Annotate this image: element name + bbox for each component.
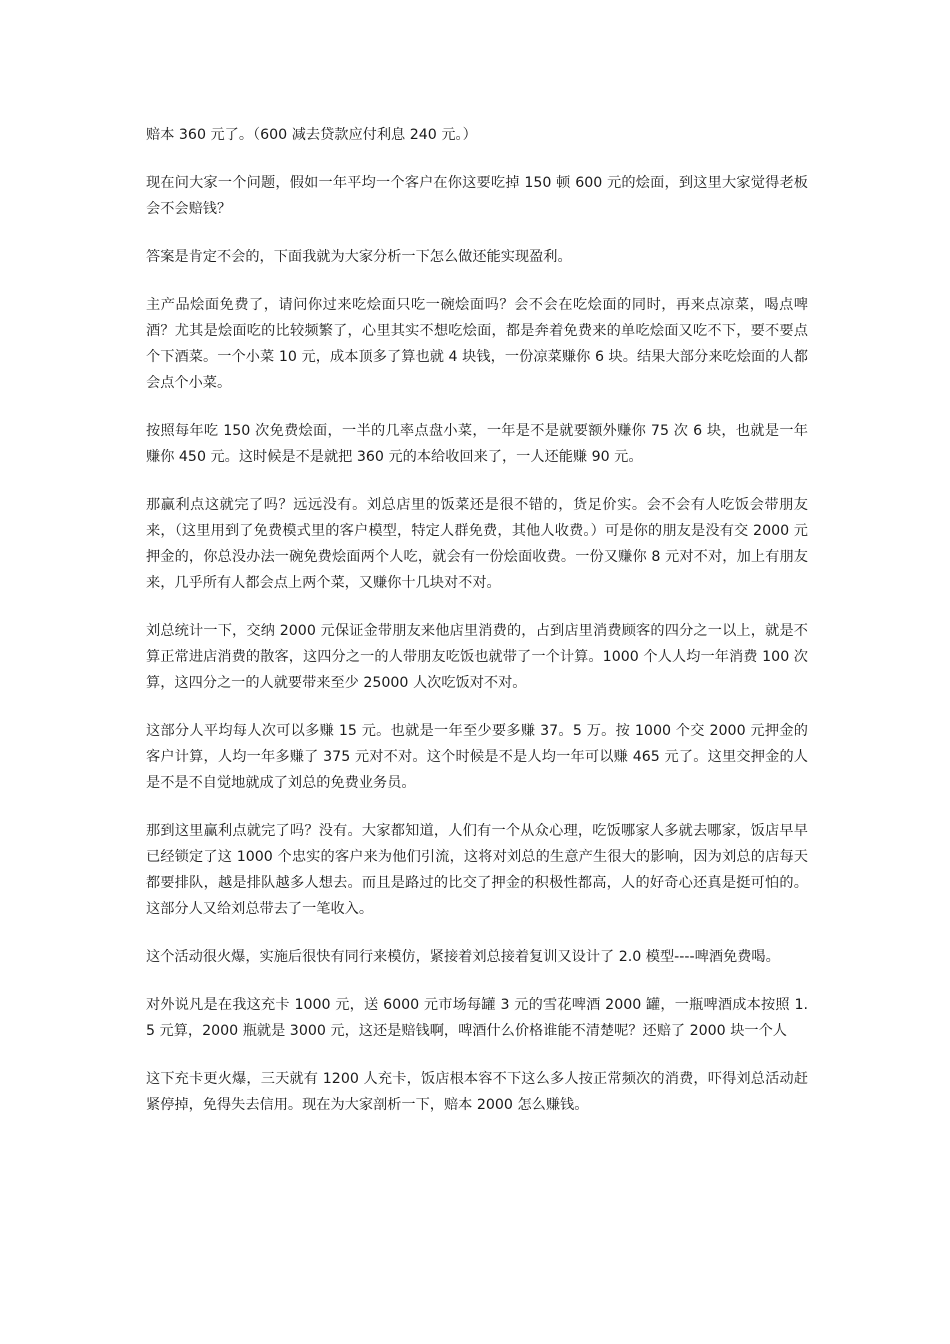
paragraph: 现在问大家一个问题，假如一年平均一个客户在你这要吃掉 150 顿 600 元的烩面，到这里大家觉得老板会不会赔钱？ (146, 175, 808, 217)
paragraph: 这个活动很火爆，实施后很快有同行来模仿，紧接着刘总接着复训又设计了 2.0 模型----啤酒免费喝。 (146, 949, 780, 965)
document-body (146, 122, 808, 1140)
paragraph: 这部分人平均每人次可以多赚 15 元。也就是一年至少要多赚 37。5 万。按 1000 个交 2000 元押金的客户计算，人均一年多赚了 375 元对不对。这个时候是不是人均一年可以赚 465 元了。这里交押金的人是不是不自觉地就成了刘总的免费业务员。 (146, 723, 808, 791)
paragraph: 赔本 360 元了。（600 减去贷款应付利息 240 元。） (146, 127, 477, 143)
paragraph: 刘总统计一下，交纳 2000 元保证金带朋友来他店里消费的，占到店里消费顾客的四分之一以上，就是不算正常进店消费的散客，这四分之一的人带朋友吃饭也就带了一个计算。1000 个人人均一年消费 100 次算，这四分之一的人就要带来至少 25000 人次吃饭对不对。 (146, 623, 808, 691)
paragraph: 那到这里赢利点就完了吗？没有。大家都知道，人们有一个从众心理，吃饭哪家人多就去哪家，饭店早早已经锁定了这 1000 个忠实的客户来为他们引流，这将对刘总的生意产生很大的影响，因为刘总的店每天都要排队，越是排队越多人想去。而且是路过的比交了押金的积极性都高，人的好奇心还真是挺可怕的。这部分人又给刘总带去了一笔收入。 (146, 823, 808, 917)
paragraph: 这下充卡更火爆，三天就有 1200 人充卡，饭店根本容不下这么多人按正常频次的消费，吓得刘总活动赶紧停掉，免得失去信用。现在为大家剖析一下，赔本 2000 怎么赚钱。 (146, 1071, 808, 1113)
paragraph: 答案是肯定不会的，下面我就为大家分析一下怎么做还能实现盈利。 (146, 249, 572, 265)
paragraph: 主产品烩面免费了，请问你过来吃烩面只吃一碗烩面吗？会不会在吃烩面的同时，再来点凉菜，喝点啤酒？尤其是烩面吃的比较频繁了，心里其实不想吃烩面，都是奔着免费来的单吃烩面又吃不下，要不要点个下酒菜。一个小菜 10 元，成本顶多了算也就 4 块钱，一份凉菜赚你 6 块。结果大部分来吃烩面的人都会点个小菜。 (146, 297, 808, 391)
paragraph: 对外说凡是在我这充卡 1000 元，送 6000 元市场每罐 3 元的雪花啤酒 2000 罐，一瓶啤酒成本按照 1.5 元算，2000 瓶就是 3000 元，这还是赔钱啊，啤酒什么价格谁能不清楚呢？还赔了 2000 块一个人 (146, 997, 808, 1039)
paragraph: 按照每年吃 150 次免费烩面，一半的几率点盘小菜，一年是不是就要额外赚你 75 次 6 块，也就是一年赚你 450 元。这时候是不是就把 360 元的本给收回来了，一人还能赚 90 元。 (146, 423, 808, 465)
paragraph: 那赢利点这就完了吗？远远没有。刘总店里的饭菜还是很不错的，货足价实。会不会有人吃饭会带朋友来，（这里用到了免费模式里的客户模型，特定人群免费，其他人收费。）可是你的朋友是没有交 2000 元押金的，你总没办法一碗免费烩面两个人吃，就会有一份烩面收费。一份又赚你 8 元对不对，加上有朋友来，几乎所有人都会点上两个菜，又赚你十几块对不对。 (146, 497, 808, 591)
